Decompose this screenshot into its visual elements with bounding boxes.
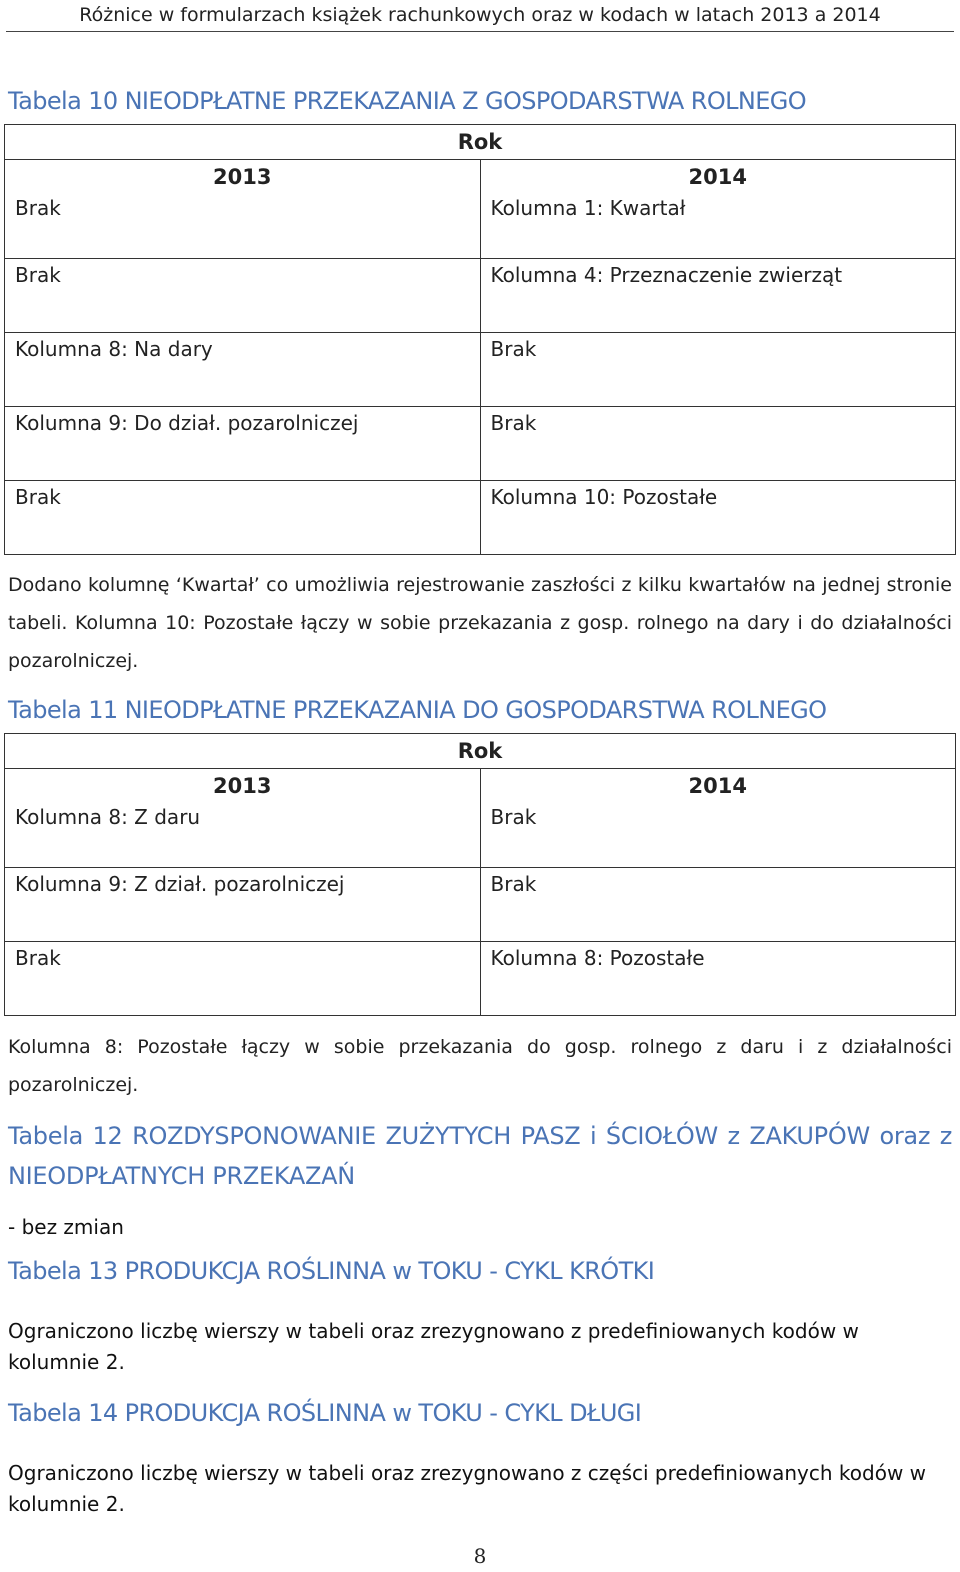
table13-note: Ograniczono liczbę wierszy w tabeli oraz zrezygnowano z predefiniowanych kodów w kolumnie 2. [8, 1319, 859, 1374]
table10-cell-2013: Kolumna 9: Do dział. pozarolniczej [5, 406, 481, 480]
table10-rok-header: Rok [5, 125, 956, 160]
table11-year-2014: 2014 [480, 769, 956, 804]
table10-cell-2013: Brak [5, 258, 481, 332]
running-header: Różnice w formularzach książek rachunkowych oraz w kodach w latach 2013 a 2014 [79, 4, 881, 26]
table11-year-2013: 2013 [5, 769, 481, 804]
header-divider [6, 31, 954, 32]
table10-cell-2014: Brak [480, 332, 956, 406]
table10-cell-2013: Kolumna 8: Na dary [5, 332, 481, 406]
table14-note: Ograniczono liczbę wierszy w tabeli oraz zrezygnowano z części predefiniowanych kodów w kolumnie 2. [8, 1461, 927, 1516]
table10-year-2013: 2013 [5, 160, 481, 195]
table10-year-2014: 2014 [480, 160, 956, 195]
table-row [5, 332, 956, 406]
table-row [5, 406, 956, 480]
table11-comparison [4, 733, 956, 1016]
table11-cell-2013: Kolumna 9: Z dział. pozarolniczej [5, 867, 481, 941]
table-row [5, 941, 956, 1015]
table12-note: - bez zmian [8, 1215, 124, 1239]
table-row [5, 867, 956, 941]
table10-cell-2014: Brak [480, 406, 956, 480]
table11-cell-2014: Brak [480, 803, 956, 867]
table11-title: Tabela 11 NIEODPŁATNE PRZEKAZANIA DO GOSPODARSTWA ROLNEGO [8, 696, 827, 724]
table14-title: Tabela 14 PRODUKCJA ROŚLINNA w TOKU - CYKL DŁUGI [8, 1399, 642, 1427]
table11-cell-2014: Kolumna 8: Pozostałe [480, 941, 956, 1015]
table13-title: Tabela 13 PRODUKCJA ROŚLINNA w TOKU - CYKL KRÓTKI [8, 1257, 655, 1285]
table11-note: Kolumna 8: Pozostałe łączy w sobie przekazania do gosp. rolnego z daru i z działalności pozarolniczej. [8, 1036, 952, 1096]
table11-cell-2014: Brak [480, 867, 956, 941]
table10-cell-2014: Kolumna 10: Pozostałe [480, 480, 956, 554]
table10-comparison [4, 124, 956, 555]
table-row [5, 194, 956, 258]
table11-cell-2013: Kolumna 8: Z daru [5, 803, 481, 867]
table-row [5, 258, 956, 332]
page-number: 8 [473, 1544, 487, 1568]
table10-cell-2014: Kolumna 4: Przeznaczenie zwierząt [480, 258, 956, 332]
table-row [5, 480, 956, 554]
table11-cell-2013: Brak [5, 941, 481, 1015]
table10-title: Tabela 10 NIEODPŁATNE PRZEKAZANIA Z GOSPODARSTWA ROLNEGO [8, 87, 807, 115]
table10-cell-2013: Brak [5, 480, 481, 554]
table10-cell-2013: Brak [5, 194, 481, 258]
table12-title: Tabela 12 ROZDYSPONOWANIE ZUŻYTYCH PASZ i ŚCIOŁÓW z ZAKUPÓW oraz z NIEODPŁATNYCH PRZEKAZAŃ [8, 1122, 952, 1190]
table-row [5, 803, 956, 867]
table11-rok-header: Rok [5, 734, 956, 769]
table10-cell-2014: Kolumna 1: Kwartał [480, 194, 956, 258]
table10-note: Dodano kolumnę ‘Kwartał’ co umożliwia rejestrowanie zaszłości z kilku kwartałów na jednej stronie tabeli. Kolumna 10: Pozostałe łączy w sobie przekazania z gosp. rolnego na dary i do działalności pozarolniczej. [8, 574, 952, 672]
